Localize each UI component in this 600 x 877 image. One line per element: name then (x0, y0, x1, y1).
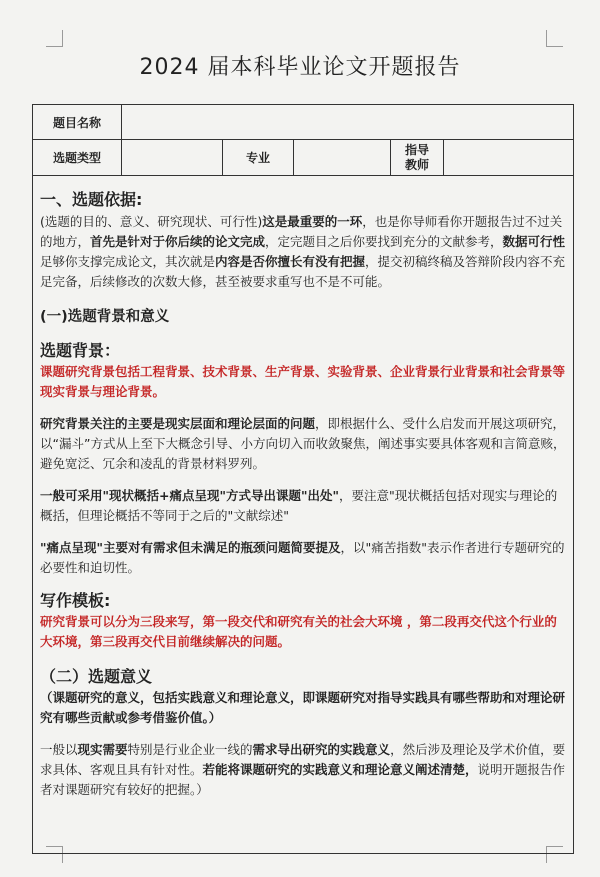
para2-rest: ，要注意"现状概括包括对现实与理论的概括，但理论概括不等同于之后的"文献综述" (40, 488, 558, 523)
template-heading: 写作模板: (40, 591, 111, 610)
section1-heading: 一、选题依据: (40, 190, 143, 209)
sig-part-3: 特别是行业企业一线的 (127, 742, 253, 757)
type-value-cell[interactable] (122, 140, 223, 176)
sig-part-2: 现实需要 (77, 742, 128, 757)
topic-value-cell[interactable] (122, 105, 574, 140)
header-row-topic (33, 105, 574, 140)
header-row-type (33, 140, 574, 176)
background-para-2 (40, 486, 568, 526)
header-table (32, 104, 574, 176)
background-heading: 选题背景： (40, 341, 121, 360)
intro-part-7: 足够你支撑完成论文，其次就是 (40, 254, 216, 269)
subsection1-heading: (一)选题背景和意义 (40, 309, 170, 325)
sig-part-5: ，然后涉及理论及学术价值，要求具体、客观且具有针对性。 (40, 742, 566, 777)
intro-part-1: (选题的目的、意义、研究现状、可行性) (40, 214, 263, 229)
intro-part-5: ，定完题目之后你要找到充分的文献参考， (265, 234, 503, 249)
significance-para (40, 740, 568, 800)
background-para-1 (40, 414, 568, 474)
sig-part-6: 若能将课题研究的实践意义和理论意义阐述清楚， (202, 762, 478, 777)
type-label: 选题类型 (33, 140, 122, 176)
background-red-text: 课题研究背景包括工程背景、技术背景、生产背景、实验背景、企业背景行业背景和社会背景等现实背景与理论背景。 (40, 364, 566, 399)
major-value-cell[interactable] (294, 140, 391, 176)
para3-bold: "痛点呈现"主要对有需求但未满足的瓶颈问题简要提及 (40, 540, 341, 555)
document-title: 2024 届本科毕业论文开题报告 (139, 55, 461, 80)
subsection2-heading: （二）选题意义 (40, 667, 153, 686)
intro-part-9: ，提交初稿终稿及答辩阶段内容不充足完备，后续修改的次数大修，甚至被要求重写也不是不可能。 (40, 254, 566, 289)
para3-rest: ，以"痛苦指数"表示作者进行专题研究的必要性和迫切性。 (40, 540, 565, 575)
background-para-3 (40, 538, 568, 578)
major-label: 专业 (223, 140, 294, 176)
sig-part-1: 一般以 (40, 742, 78, 757)
intro-part-8: 内容是否你擅长有没有把握 (215, 254, 366, 269)
content-area (40, 180, 568, 800)
para2-bold: 一般可采用"现状概括+痛点呈现"方式导出课题"出处" (40, 488, 340, 503)
sig-part-7: 说明开题报告作者对课题研究有较好的把握。） (40, 762, 566, 797)
topic-label: 题目名称 (33, 105, 122, 140)
para1-rest: ，即根据什么、受什么启发而开展这项研究，以“漏斗”方式从上至下大概念引导、小方向切入而收敛聚焦，阐述事实要具体客观和言简意赅，避免宽泛、冗余和凌乱的背景材料罗列。 (40, 416, 566, 471)
crop-mark-top-right (546, 30, 563, 47)
crop-mark-top-left (46, 30, 63, 47)
significance-note: （课题研究的意义，包括实践意义和理论意义，即课题研究对指导实践具有哪些帮助和对理论研究有哪些贡献或参考借鉴价值。） (40, 690, 566, 725)
template-red-text: 研究背景可以分为三段来写，第一段交代和研究有关的社会大环境 ，第二段再交代这个行业的大环境，第三段再交代目前继续解决的问题。 (40, 614, 557, 649)
intro-part-4: 首先是针对于你后续的论文完成 (90, 234, 266, 249)
intro-part-2: 这是最重要的一环 (262, 214, 363, 229)
intro-part-3: ，也是你导师看你开题报告过不过关的地方， (40, 214, 563, 249)
advisor-value-cell[interactable] (444, 140, 574, 176)
sig-part-4: 需求导出研究的实践意义 (252, 742, 391, 757)
section1-intro (40, 212, 568, 292)
para1-bold: 研究背景关注的主要是现实层面和理论层面的问题 (40, 416, 316, 431)
advisor-label: 指导 教师 (391, 140, 444, 176)
intro-part-6: 数据可行性 (502, 234, 566, 249)
